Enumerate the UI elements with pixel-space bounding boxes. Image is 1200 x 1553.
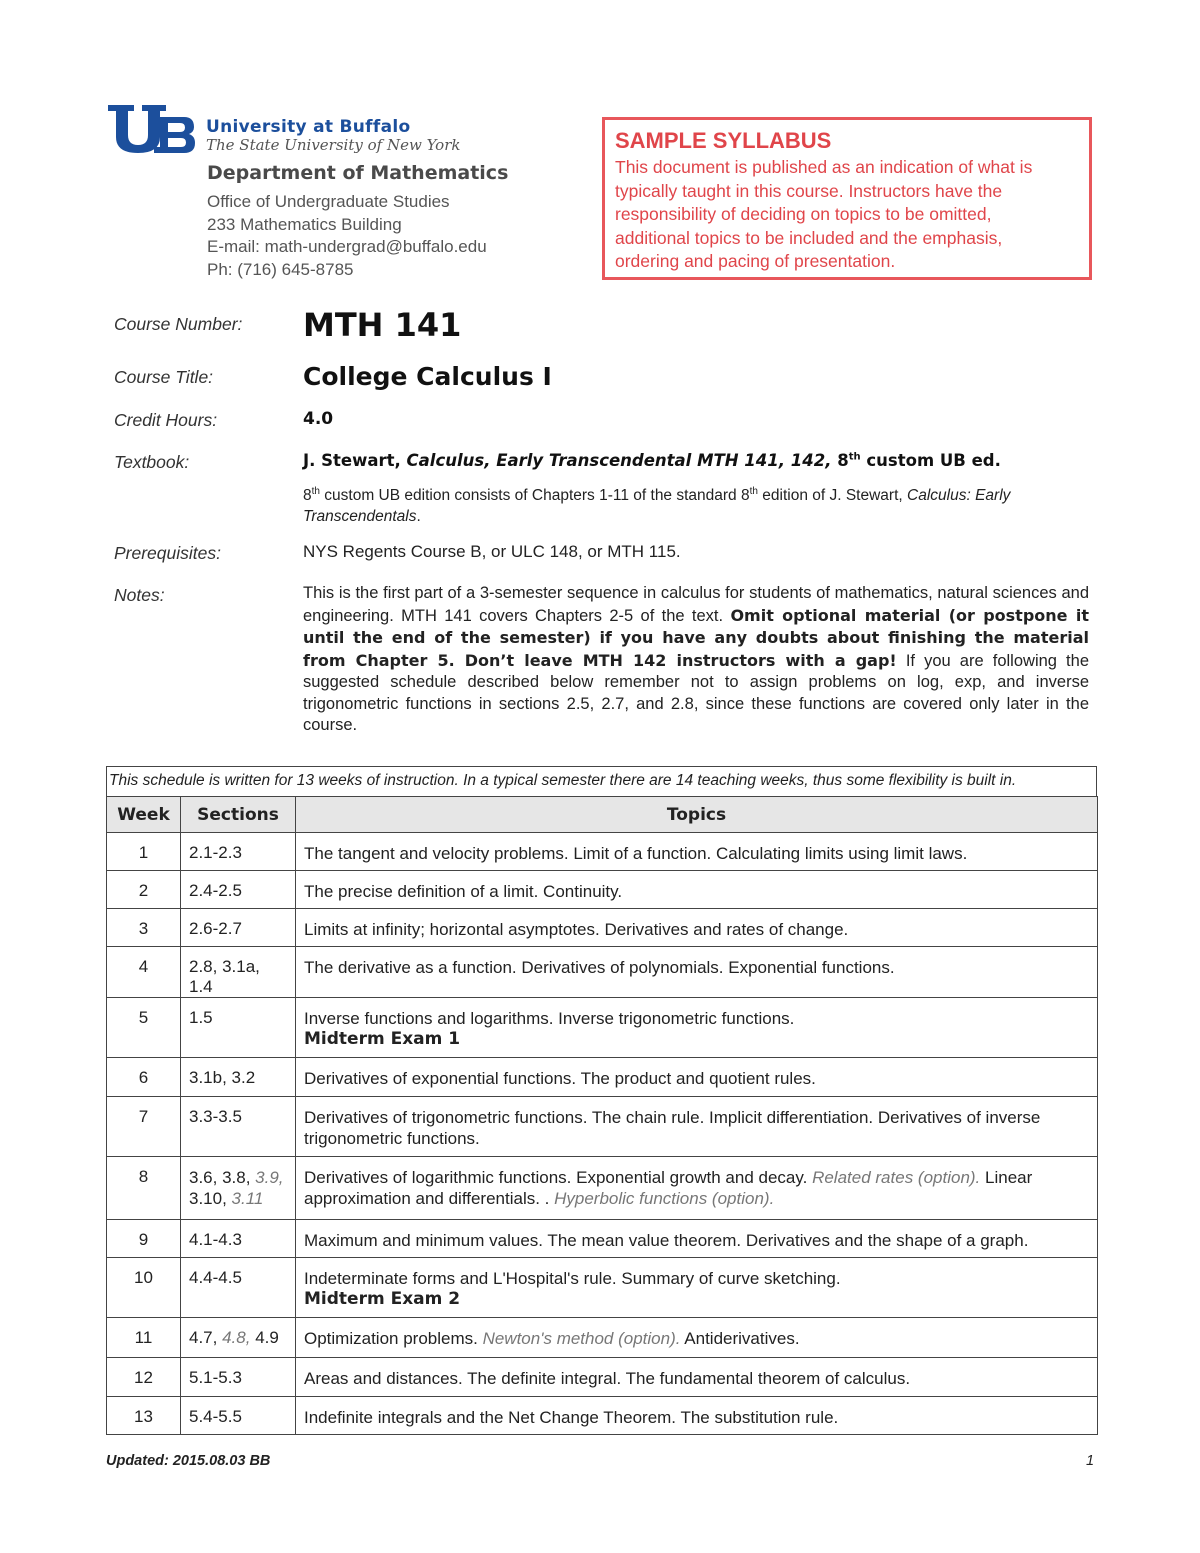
table-row xyxy=(107,833,1098,871)
address-building: 233 Mathematics Building xyxy=(207,214,402,234)
department-name: Department of Mathematics xyxy=(207,162,509,184)
sections-cell: 3.3-3.5 xyxy=(181,1097,296,1157)
credit-hours-label: Credit Hours: xyxy=(114,410,218,430)
schedule-table xyxy=(106,796,1098,1435)
notes-part1: This is the first part of a 3-semester sequence in calculus for students of mathematics, natural sciences and engineering. MTH 141 covers Chapters 2-5 of the text. xyxy=(303,584,1089,625)
course-number: MTH 141 xyxy=(303,306,462,344)
sections-part: 4.7, xyxy=(189,1328,218,1347)
sections-cell: 4.1-4.3 xyxy=(181,1220,296,1258)
sections-cell: 2.6-2.7 xyxy=(181,909,296,947)
topics-cell xyxy=(296,998,1098,1058)
topics-cell xyxy=(296,1157,1098,1220)
textbook-author: J. Stewart, xyxy=(303,451,401,470)
week-cell: 9 xyxy=(107,1220,181,1258)
topics-cell: The precise definition of a limit. Continuity. xyxy=(296,871,1098,909)
table-row xyxy=(107,1097,1098,1157)
midterm-exam-label: Midterm Exam 1 xyxy=(304,1029,461,1049)
topics-part: Linear approximation and differentials. . xyxy=(304,1168,1033,1208)
table-row xyxy=(107,909,1098,947)
textbook-note xyxy=(303,481,1083,527)
page-number: 1 xyxy=(1086,1453,1095,1469)
table-row xyxy=(107,998,1098,1058)
university-name: University at Buffalo xyxy=(206,117,411,137)
topics-cell xyxy=(296,1258,1098,1318)
sections-optional: 4.8, xyxy=(222,1328,251,1347)
textbook-edition-num: 8 xyxy=(837,451,849,470)
week-cell: 11 xyxy=(107,1318,181,1358)
table-row xyxy=(107,1397,1098,1435)
week-cell: 2 xyxy=(107,871,181,909)
week-cell: 8 xyxy=(107,1157,181,1220)
ub-logo xyxy=(106,103,196,155)
note-part2: edition of J. Stewart, xyxy=(762,487,903,505)
sample-line: ordering and pacing of presentation. xyxy=(615,251,896,271)
topics-text: Inverse functions and logarithms. Inverse trigonometric functions. xyxy=(304,1009,795,1028)
course-notes xyxy=(303,583,1089,737)
week-cell: 10 xyxy=(107,1258,181,1318)
week-cell: 4 xyxy=(107,947,181,998)
header-topics: Topics xyxy=(296,797,1098,833)
week-cell: 7 xyxy=(107,1097,181,1157)
week-cell: 1 xyxy=(107,833,181,871)
sections-cell: 5.4-5.5 xyxy=(181,1397,296,1435)
updated-date: Updated: 2015.08.03 BB xyxy=(106,1453,271,1469)
topics-optional: Related rates (option). xyxy=(812,1168,981,1187)
midterm-exam-label: Midterm Exam 2 xyxy=(304,1289,461,1309)
topics-cell: Maximum and minimum values. The mean value theorem. Derivatives and the shape of a graph. xyxy=(296,1220,1098,1258)
week-cell: 5 xyxy=(107,998,181,1058)
sections-optional: 3.9, xyxy=(255,1168,284,1187)
university-subtitle: The State University of New York xyxy=(206,136,461,154)
topics-part: Antiderivatives. xyxy=(684,1329,800,1348)
notes-bold: Omit optional material (or postpone it until the end of the semester) if you have any doubts about finishing the material from Chapter 5. Don’t leave MTH 142 instructors with a gap! xyxy=(303,605,1089,670)
sections-cell: 4.4-4.5 xyxy=(181,1258,296,1318)
sections-cell: 3.1b, 3.2 xyxy=(181,1058,296,1097)
table-row xyxy=(107,1157,1098,1220)
table-header-row xyxy=(107,797,1098,833)
sections-cell: 2.1-2.3 xyxy=(181,833,296,871)
sample-line: typically taught in this course. Instructors have the xyxy=(615,180,1003,201)
schedule-note: This schedule is written for 13 weeks of instruction. In a typical semester there are 14 teaching weeks, thus some flexibility is built in. xyxy=(106,766,1097,796)
sample-line: additional topics to be included and the emphasis, xyxy=(615,227,1003,248)
sections-cell xyxy=(181,1318,296,1358)
topics-cell: The tangent and velocity problems. Limit of a function. Calculating limits using limit laws. xyxy=(296,833,1098,871)
table-row xyxy=(107,1318,1098,1358)
department-address xyxy=(207,191,487,281)
textbook-edition-sup: th xyxy=(848,451,861,463)
topics-cell: Areas and distances. The definite integral. The fundamental theorem of calculus. xyxy=(296,1358,1098,1397)
table-row xyxy=(107,947,1098,998)
sections-cell xyxy=(181,1157,296,1220)
textbook-title xyxy=(303,451,1001,470)
topics-optional: Hyperbolic functions (option). xyxy=(554,1189,775,1208)
table-row xyxy=(107,871,1098,909)
week-cell: 12 xyxy=(107,1358,181,1397)
header-week: Week xyxy=(107,797,181,833)
sections-cell: 5.1-5.3 xyxy=(181,1358,296,1397)
note-sup: th xyxy=(311,486,320,497)
sections-optional: 3.11 xyxy=(231,1189,264,1208)
week-cell: 3 xyxy=(107,909,181,947)
textbook-label: Textbook: xyxy=(114,452,190,472)
topics-optional: Newton's method (option). xyxy=(482,1329,681,1348)
week-cell: 13 xyxy=(107,1397,181,1435)
topics-part: Derivatives of logarithmic functions. Exponential growth and decay. xyxy=(304,1168,808,1187)
topics-cell: Indefinite integrals and the Net Change Theorem. The substitution rule. xyxy=(296,1397,1098,1435)
table-row xyxy=(107,1220,1098,1258)
table-row xyxy=(107,1058,1098,1097)
table-row xyxy=(107,1258,1098,1318)
note-part1: custom UB edition consists of Chapters 1-11 of the standard 8 xyxy=(324,487,750,505)
note-num: 8 xyxy=(303,487,312,505)
notes-part2: If you are following the suggested schedule described below remember not to assign problems on log, exp, and inverse trigonometric functions in sections 2.5, 2.7, and 2.8, since these functions are covered only later in the course. xyxy=(303,651,1089,734)
prerequisites: NYS Regents Course B, or ULC 148, or MTH 115. xyxy=(303,542,681,561)
sections-cell: 2.4-2.5 xyxy=(181,871,296,909)
topics-cell: Derivatives of exponential functions. The product and quotient rules. xyxy=(296,1058,1098,1097)
course-title-label: Course Title: xyxy=(114,367,214,387)
address-phone: Ph: (716) 645-8785 xyxy=(207,259,354,279)
note-sup2: th xyxy=(749,486,758,497)
address-office: Office of Undergraduate Studies xyxy=(207,192,450,211)
course-title: College Calculus I xyxy=(303,362,552,391)
topics-text: Indeterminate forms and L'Hospital's rule. Summary of curve sketching. xyxy=(304,1269,841,1288)
sections-cell: 1.5 xyxy=(181,998,296,1058)
sample-line: responsibility of deciding on topics to be omitted, xyxy=(615,204,992,224)
sample-syllabus-text xyxy=(615,156,1079,274)
textbook-edition-rest: custom UB ed. xyxy=(866,451,1001,470)
sections-part: 4.9 xyxy=(255,1328,279,1347)
sections-part: 3.6, 3.8, xyxy=(189,1168,251,1187)
course-number-label: Course Number: xyxy=(114,314,243,334)
topics-cell: Limits at infinity; horizontal asymptotes. Derivatives and rates of change. xyxy=(296,909,1098,947)
topics-part: Optimization problems. xyxy=(304,1329,478,1348)
credit-hours: 4.0 xyxy=(303,409,334,429)
note-book: Calculus: Early Transcendentals xyxy=(303,487,1011,526)
textbook-book: Calculus, Early Transcendental MTH 141, 142, xyxy=(406,451,832,470)
table-row xyxy=(107,1358,1098,1397)
week-cell: 6 xyxy=(107,1058,181,1097)
sample-syllabus-box xyxy=(602,117,1092,280)
topics-cell: The derivative as a function. Derivatives of polynomials. Exponential functions. xyxy=(296,947,1098,998)
sections-cell: 2.8, 3.1a, 1.4 xyxy=(181,947,296,998)
note-end: . xyxy=(416,508,421,526)
prerequisites-label: Prerequisites: xyxy=(114,543,221,563)
sample-syllabus-title: SAMPLE SYLLABUS xyxy=(615,128,832,153)
header-sections: Sections xyxy=(181,797,296,833)
sample-line: This document is published as an indication of what is xyxy=(615,157,1033,177)
address-email: E-mail: math-undergrad@buffalo.edu xyxy=(207,237,487,256)
topics-cell xyxy=(296,1318,1098,1358)
sections-part: 3.10, xyxy=(189,1189,227,1208)
notes-label: Notes: xyxy=(114,585,165,605)
topics-cell: Derivatives of trigonometric functions. The chain rule. Implicit differentiation. Derivatives of inverse trigonometric functions. xyxy=(296,1097,1098,1157)
